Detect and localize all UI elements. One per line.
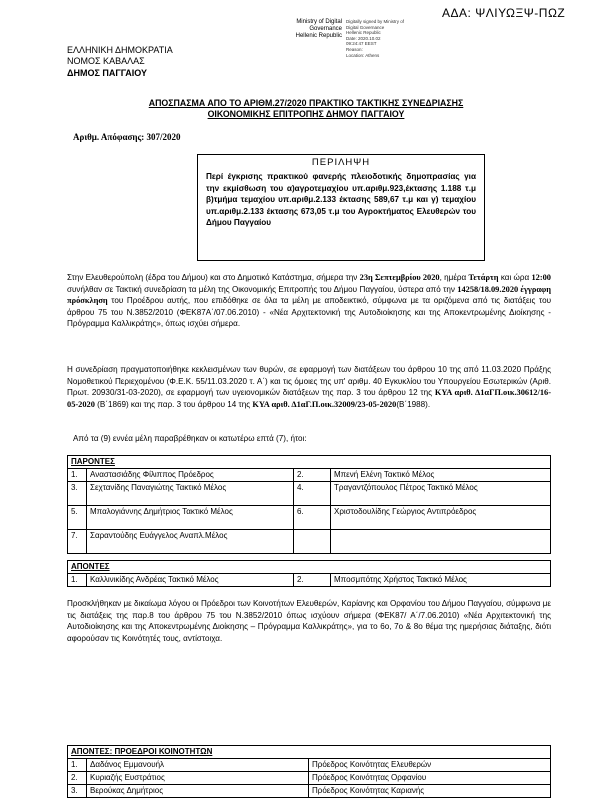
text: συνήλθαν σε Τακτική συνεδρίαση τα μέλη της Οικονομικής Επιτροπής του Δήμου Παγγαίου, ύστερα από την — [67, 284, 458, 294]
meeting-date: 23η Σεπτεμβρίου 2020 — [359, 273, 440, 282]
cell: Σαραντούδης Ευάγγελος Αναπλ.Μέλος — [87, 530, 294, 554]
attendance-paragraph: Από τα (9) εννέα μέλη παραβρέθηκαν οι κατωτέρω επτά (7), ήτοι: — [73, 434, 307, 443]
digital-signature-detail — [346, 19, 416, 58]
closed-session-paragraph — [67, 364, 551, 410]
signature-line: Hellenic Republic — [295, 33, 342, 39]
text: του Προέδρου αυτής, που επιδόθηκε σε όλα τα μέλη με αποδεικτικό, σύμφωνα με τα οριζόμενα από τις διατάξεις του άρθρου 75 του Ν.3852/2010 (ΦΕΚ87Α΄/07.06.2010) - «Νέα Αρχιτεκτονική της Αυτοδιοίκησης και της Αποκεντρωμένης Διοίκησης - Πρόγραμμα Καλλικράτης», όπως ισχύει σήμερα. — [67, 296, 551, 328]
cell: Τραγαντζόπουλος Πέτρος Τακτικό Μέλος — [331, 482, 551, 506]
present-table — [67, 455, 551, 554]
cell: 1. — [68, 759, 87, 772]
ada-code: ΑΔΑ: ΨΛΙΥΩΞΨ-ΠΩΖ — [442, 6, 566, 20]
table-row — [68, 772, 551, 785]
cell — [294, 530, 331, 554]
cell: Δαδάνος Εμμανουήλ — [87, 759, 309, 772]
signature-detail-line: Digital Governance — [346, 24, 385, 30]
presidents-table — [67, 745, 551, 798]
cell: Μπαλογιάννης Δημήτριος Τακτικό Μέλος — [87, 506, 294, 530]
table-row — [68, 482, 551, 506]
document-title — [40, 98, 572, 119]
cell: 1. — [68, 574, 87, 587]
absent-table — [67, 560, 551, 587]
summary-text: Περί έγκρισης πρακτικού φανερής πλειοδοτικής δημοπρασίας για την εκμίσθωση του α)αγροτεμαχίου υπ.αριθμ.923,έκτασης 1.188 τ.μ β)τμήμα τεμαχίου υπ.αριθμ.2.133 έκτασης 589,67 τ.μ και γ) τεμαχίου υπ.αριθμ.2.133 έκτασης 673,05 τ.μ του Αγροκτήματος Ελευθερών του Δήμου Παγγαίου — [206, 172, 476, 227]
table-row — [68, 785, 551, 798]
signature-detail-line: Hellenic Republic — [346, 30, 381, 36]
meeting-day: Τετάρτη — [468, 273, 499, 282]
cell: 5. — [68, 506, 87, 530]
cell: Αναστασιάδης Φίλιππος Πρόεδρος — [87, 469, 294, 482]
invited-presidents-paragraph: Προσκλήθηκαν με δικαίωμα λόγου οι Πρόεδροι των Κοινοτήτων Ελευθερών, Καρίανης και Ορφανίου του Δήμου Παγγαίου, σύμφωνα με τις διατάξεις της παρ.8 του άρθρου 75 του Ν.3852/2010 όπως ισχύουν σήμερα (ΦΕΚ87/ Α΄/7.06.2010) «Νέα Αρχιτεκτονική της Αυτοδιοίκησης και της Αποκεντρωμένης Διοίκησης – Πρόγραμμα Καλλικράτης», για το 6ο, 7ο & 8ο θέμα της ημερήσιας διάταξης, διότι αφορούσαν τις Κοινότητές τους, αντίστοιχα. — [67, 599, 551, 643]
absent-heading: ΑΠΟΝΤΕΣ — [68, 561, 551, 574]
table-row — [68, 530, 551, 554]
text: (Β΄1988). — [396, 399, 431, 409]
cell: Μποσμπότης Χρήστος Τακτικό Μέλος — [331, 574, 551, 587]
cell: Χριστοδουλίδης Γεώργιος Αντιπρόεδρος — [331, 506, 551, 530]
cell: Μπενή Ελένη Τακτικό Μέλος — [331, 469, 551, 482]
text: (Β΄1869) και της παρ. 3 του άρθρου 14 της — [94, 399, 253, 409]
table-row — [68, 574, 551, 587]
text: Η συνεδρίαση πραγματοποιήθηκε κεκλεισμένων των θυρών, σε εφαρμογή των διατάξεων του άρθρου 10 της από 11.03.2020 Πράξης Νομοθετικού Περιεχομένου (Φ.Ε.Κ. 55/11.03.2020 τ. Α΄) και τις όμοιες της υπ' αριθμ. 40 Εγκυκλίου του Υπουργείου Εσωτερικών (Αριθ. Πρωτ. 20930/31-03-2020), σε εφαρμογή των υγειονομικών διατάξεων της παρ. 3 του άρθρου 12 της — [67, 365, 551, 397]
signature-detail-line: Digitally signed by Ministry of — [346, 19, 405, 24]
presidents-heading: ΑΠΟΝΤΕΣ: ΠΡΟΕΔΡΟΙ ΚΟΙΝΟΤΗΤΩΝ — [68, 746, 551, 759]
issuer-header — [67, 45, 173, 79]
title-line-1: ΑΠΟΣΠΑΣΜΑ ΑΠΟ ΤΟ ΑΡΙΘΜ.27/2020 ΠΡΑΚΤΙΚΟ ΤΑΚΤΙΚΗΣ ΣΥΝΕΔΡΙΑΣΗΣ — [148, 98, 464, 108]
cell: 4. — [294, 482, 331, 506]
digital-signature-label — [290, 19, 342, 40]
cell: Κυριαζής Ευστράτιος — [87, 772, 309, 785]
cell: 1. — [68, 469, 87, 482]
cell: 2. — [294, 574, 331, 587]
cell: 2. — [68, 772, 87, 785]
cell: Πρόεδρος Κοινότητας Ορφανίου — [309, 772, 551, 785]
cell: Καλλινικίδης Ανδρέας Τακτικό Μέλος — [87, 574, 294, 587]
summary-box — [197, 154, 485, 261]
cell: Βερούκας Δημήτριος — [87, 785, 309, 798]
signature-detail-line: Location: Athens — [346, 52, 380, 58]
text: και ώρα — [498, 273, 532, 282]
table-row — [68, 469, 551, 482]
text: Στην Ελευθερούπολη (έδρα του Δήμου) και στο Δημοτικό Κατάστημα, σήμερα την — [67, 273, 360, 282]
signature-detail-line: Date: 2020.10.02 — [346, 35, 381, 41]
meeting-time: 12:00 — [531, 273, 551, 282]
table-row — [68, 506, 551, 530]
cell: 3. — [68, 785, 87, 798]
present-heading: ΠΑΡΟΝΤΕΣ — [68, 456, 551, 469]
summary-title: ΠΕΡΙΛΗΨΗ — [311, 157, 371, 168]
kya-ref-1: ΚΥΑ αριθ. Δ1αΓΠ.οικ.30612/16-05-2020 — [67, 388, 551, 409]
signature-detail-line: 09:24:47 EEST — [346, 41, 377, 47]
cell: 7. — [68, 530, 87, 554]
signature-line: Governance — [309, 26, 342, 32]
cell: 2. — [294, 469, 331, 482]
meeting-paragraph — [67, 272, 551, 330]
table-row — [68, 759, 551, 772]
kya-ref-2: ΚΥΑ αριθ. Δ1αΓ.Π.οικ.32009/23-05-2020 — [252, 399, 397, 409]
prefecture-line: ΝΟΜΟΣ ΚΑΒΑΛΑΣ — [67, 56, 145, 67]
decision-number: Αριθμ. Απόφασης: 307/2020 — [73, 132, 181, 142]
text: , ημέρα — [439, 273, 469, 282]
cell — [331, 530, 551, 554]
cell: 6. — [294, 506, 331, 530]
cell: Πρόεδρος Κοινότητας Ελευθερών — [309, 759, 551, 772]
cell: 3. — [68, 482, 87, 506]
invitation-ref: 14258/18.09.2020 έγγραφη πρόσκληση — [67, 284, 551, 305]
country-line: ΕΛΛΗΝΙΚΗ ΔΗΜΟΚΡΑΤΙΑ — [67, 45, 173, 55]
title-line-2: ΟΙΚΟΝΟΜΙΚΗΣ ΕΠΙΤΡΟΠΗΣ ΔΗΜΟΥ ΠΑΓΓΑΙΟΥ — [207, 108, 405, 119]
signature-line: Ministry of Digital — [296, 19, 342, 25]
cell: Πρόεδρος Κοινότητας Καριανής — [309, 785, 551, 798]
signature-detail-line: Reason: — [346, 46, 363, 52]
cell: Σεχτανίδης Παναγιώτης Τακτικό Μέλος — [87, 482, 294, 506]
municipality-line: ΔΗΜΟΣ ΠΑΓΓΑΙΟΥ — [67, 67, 147, 78]
